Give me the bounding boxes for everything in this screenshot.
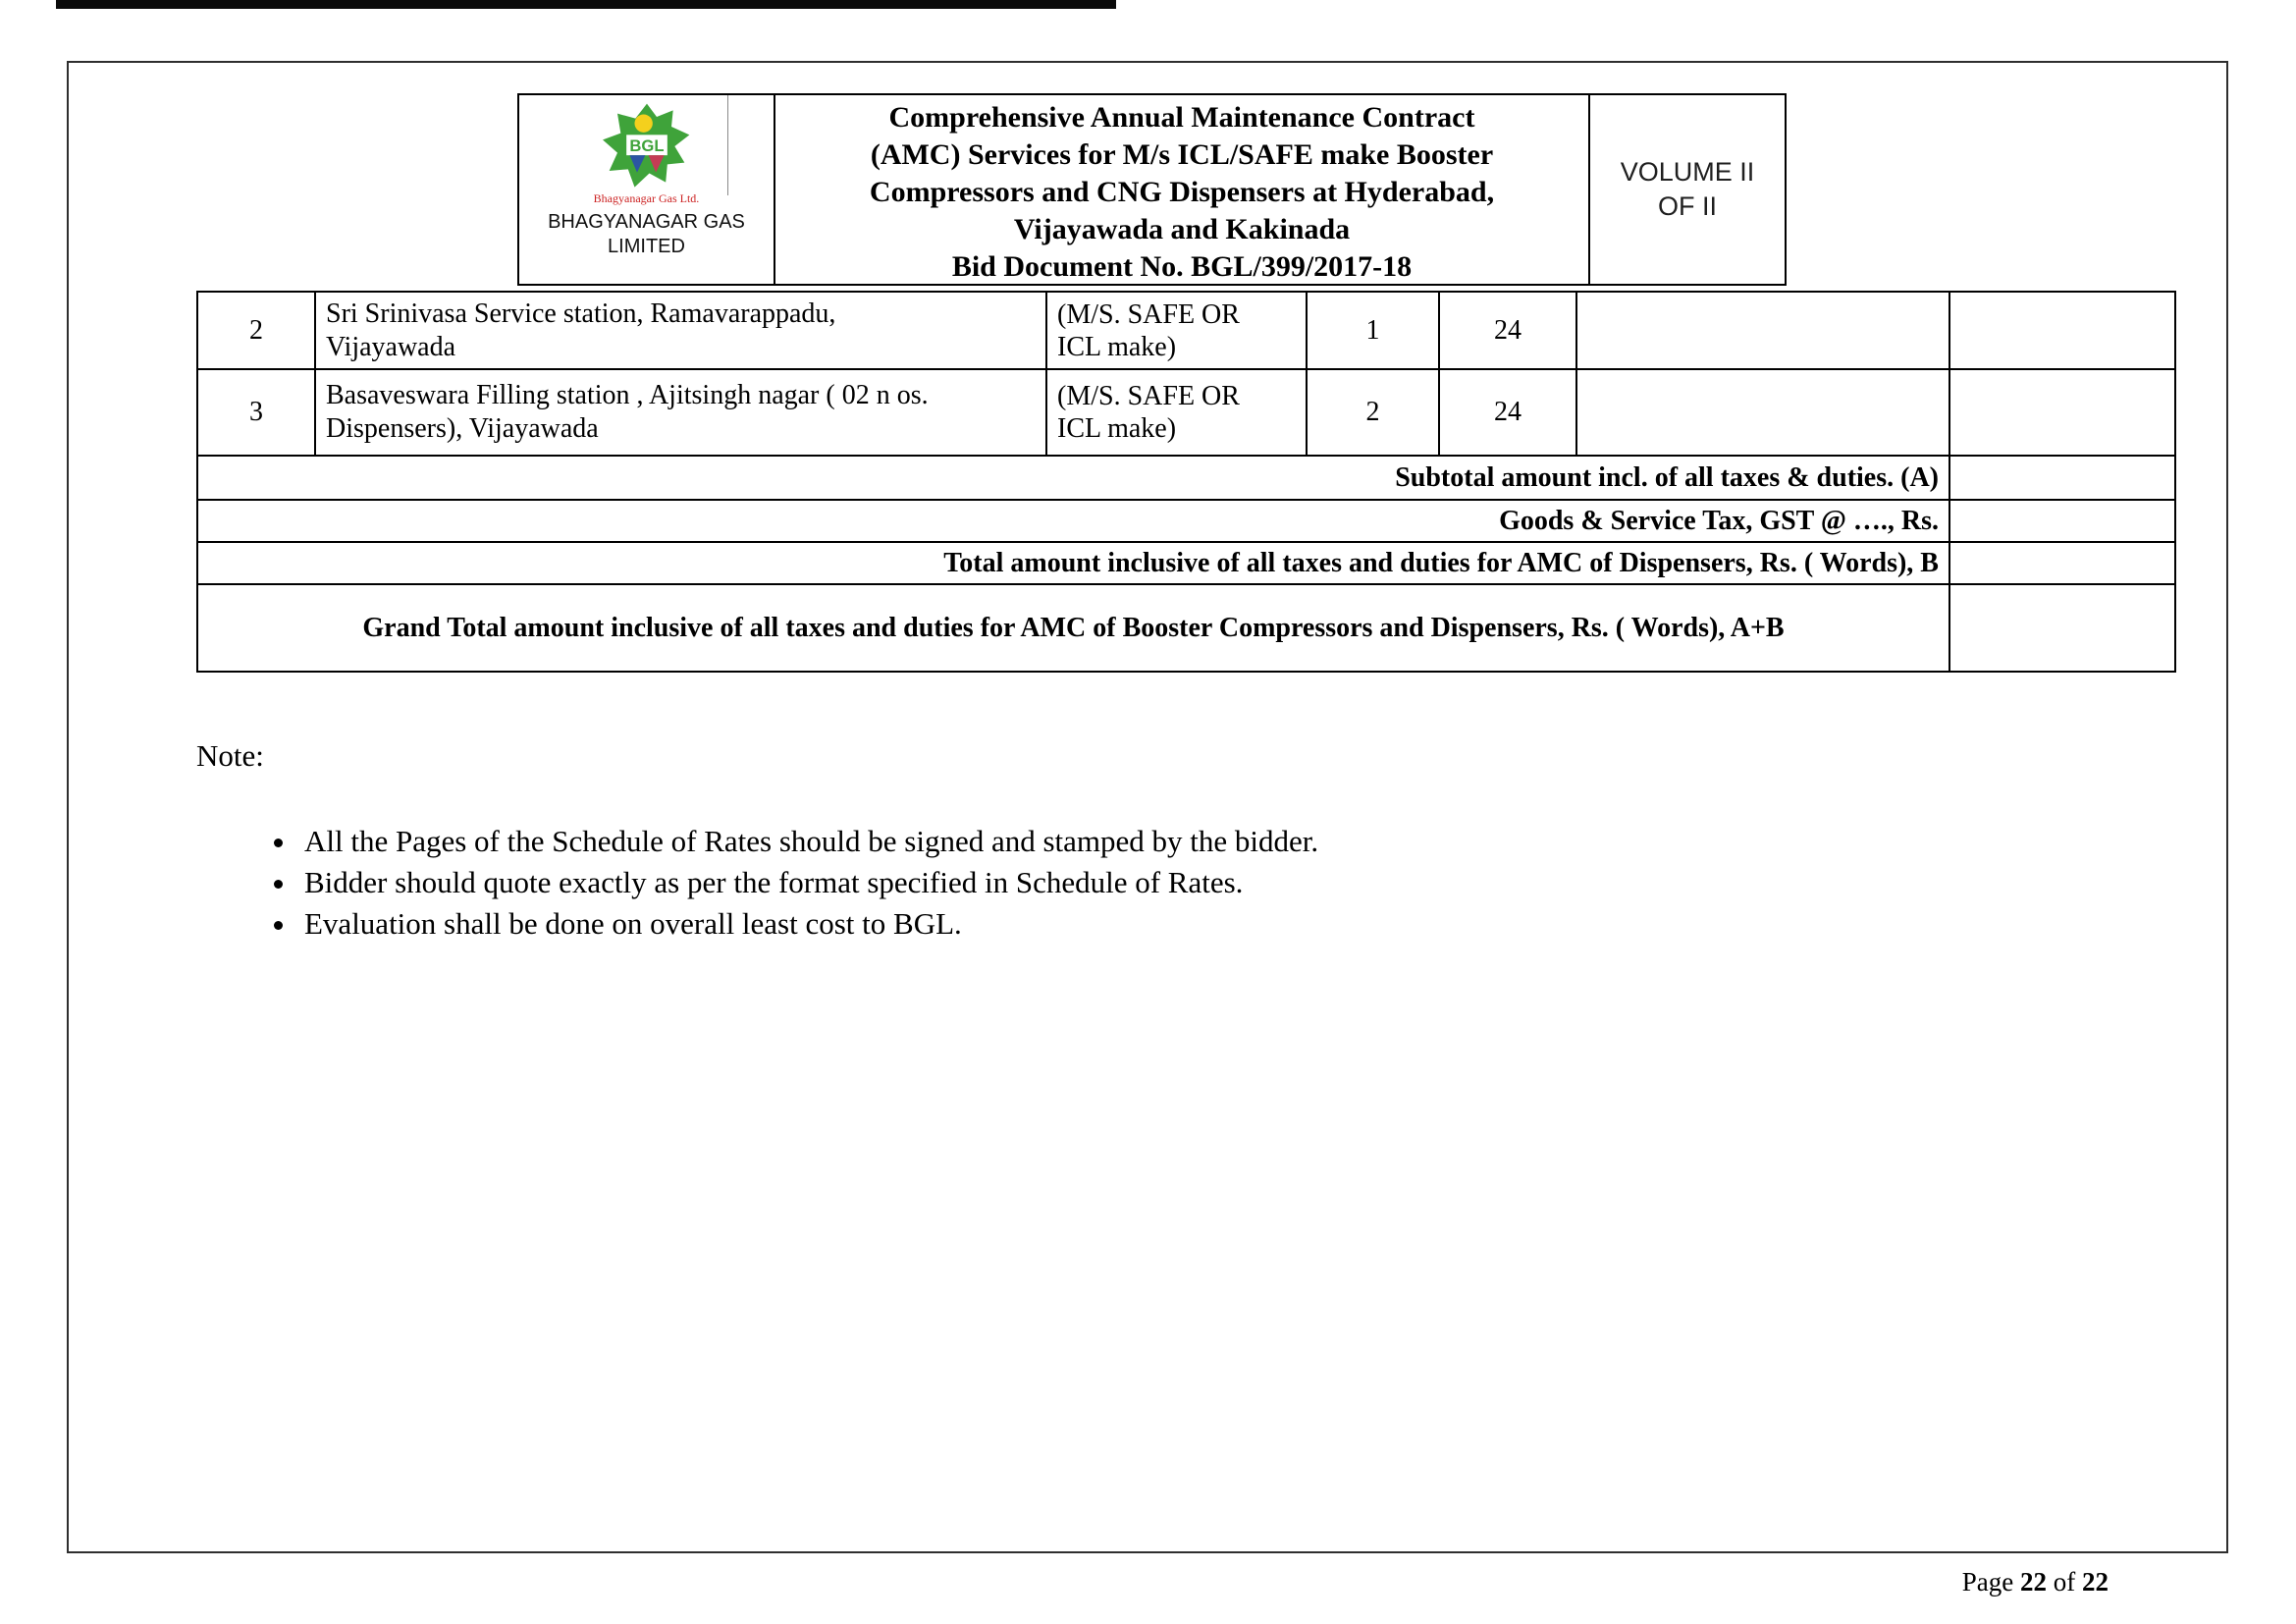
document-header [517, 93, 1787, 286]
total-label: Total amount inclusive of all taxes and duties for AMC of Dispensers, Rs. ( Words), B [197, 542, 1949, 584]
subtotal-row [197, 456, 2175, 500]
footer-page-prefix: Page [1961, 1567, 2014, 1597]
volume-line: VOLUME II [1620, 157, 1755, 187]
station-cell [315, 369, 1046, 456]
logo-caption: Bhagyanagar Gas Ltd. [593, 191, 700, 205]
make-line: (M/S. SAFE OR [1057, 381, 1240, 411]
page-footer [1962, 1567, 2109, 1597]
station-line: Sri Srinivasa Service station, Ramavarappadu, [326, 298, 836, 329]
gst-value-cell [1949, 500, 2175, 542]
quantity-cell: 2 [1307, 369, 1439, 456]
rate-cell [1576, 292, 1949, 369]
make-line: (M/S. SAFE OR [1057, 298, 1240, 330]
footer-page-total: 22 [2082, 1567, 2109, 1597]
logo-cell [519, 95, 775, 284]
title-line: Vijayawada and Kakinada [1013, 213, 1351, 245]
station-line: Vijayawada [326, 331, 456, 362]
footer-page-number: 22 [2020, 1567, 2047, 1597]
gst-row [197, 500, 2175, 542]
logo-divider [727, 95, 728, 195]
rates-table [196, 291, 2176, 673]
amount-cell [1949, 292, 2175, 369]
volume-label [1590, 95, 1785, 284]
title-line: (AMC) Services for M/s ICL/SAFE make Booster [870, 138, 1494, 171]
station-line: Dispensers), Vijayawada [326, 413, 599, 444]
footer-of-text: of [2053, 1567, 2076, 1597]
note-list [251, 821, 1318, 945]
total-row [197, 542, 2175, 584]
title-line: Compressors and CNG Dispensers at Hyderabad, [869, 176, 1495, 208]
make-cell [1046, 292, 1307, 369]
document-title [775, 95, 1590, 284]
subtotal-value-cell [1949, 456, 2175, 500]
grand-total-row [197, 584, 2175, 672]
logo-abbr-text: BGL [628, 136, 665, 155]
months-cell: 24 [1439, 292, 1576, 369]
subtotal-label: Subtotal amount incl. of all taxes & duties. (A) [197, 456, 1949, 500]
station-cell [315, 292, 1046, 369]
logo-sun-icon [634, 115, 652, 133]
serial-number-cell: 2 [197, 292, 315, 369]
table-row [197, 369, 2175, 456]
bid-document-number: Bid Document No. BGL/399/2017-18 [951, 250, 1413, 283]
company-name: BHAGYANAGAR GAS LIMITED [548, 211, 745, 257]
table-row [197, 292, 2175, 369]
note-item: • Bidder should quote exactly as per the format specified in Schedule of Rates. [298, 862, 1318, 903]
company-logo [598, 100, 696, 192]
note-item: • Evaluation shall be done on overall least cost to BGL. [298, 903, 1318, 945]
quantity-cell: 1 [1307, 292, 1439, 369]
serial-number-cell: 3 [197, 369, 315, 456]
amount-cell [1949, 369, 2175, 456]
gst-label: Goods & Service Tax, GST @ …., Rs. [197, 500, 1949, 542]
scan-artifact-bar [56, 0, 1116, 9]
total-value-cell [1949, 542, 2175, 584]
rate-cell [1576, 369, 1949, 456]
volume-line: OF II [1658, 191, 1717, 221]
make-line: ICL make) [1057, 331, 1177, 362]
make-line: ICL make) [1057, 413, 1177, 444]
grand-total-value-cell [1949, 584, 2175, 672]
months-cell: 24 [1439, 369, 1576, 456]
note-item: • All the Pages of the Schedule of Rates should be signed and stamped by the bidder. [298, 821, 1318, 862]
station-line: Basaveswara Filling station , Ajitsingh nagar ( 02 n os. [326, 380, 929, 410]
make-cell [1046, 369, 1307, 456]
grand-total-label: Grand Total amount inclusive of all taxes and duties for AMC of Booster Compressors and Dispensers, Rs. ( Words), A+B [197, 584, 1949, 672]
title-line: Comprehensive Annual Maintenance Contract [888, 101, 1475, 134]
note-heading: Note: [196, 738, 264, 773]
